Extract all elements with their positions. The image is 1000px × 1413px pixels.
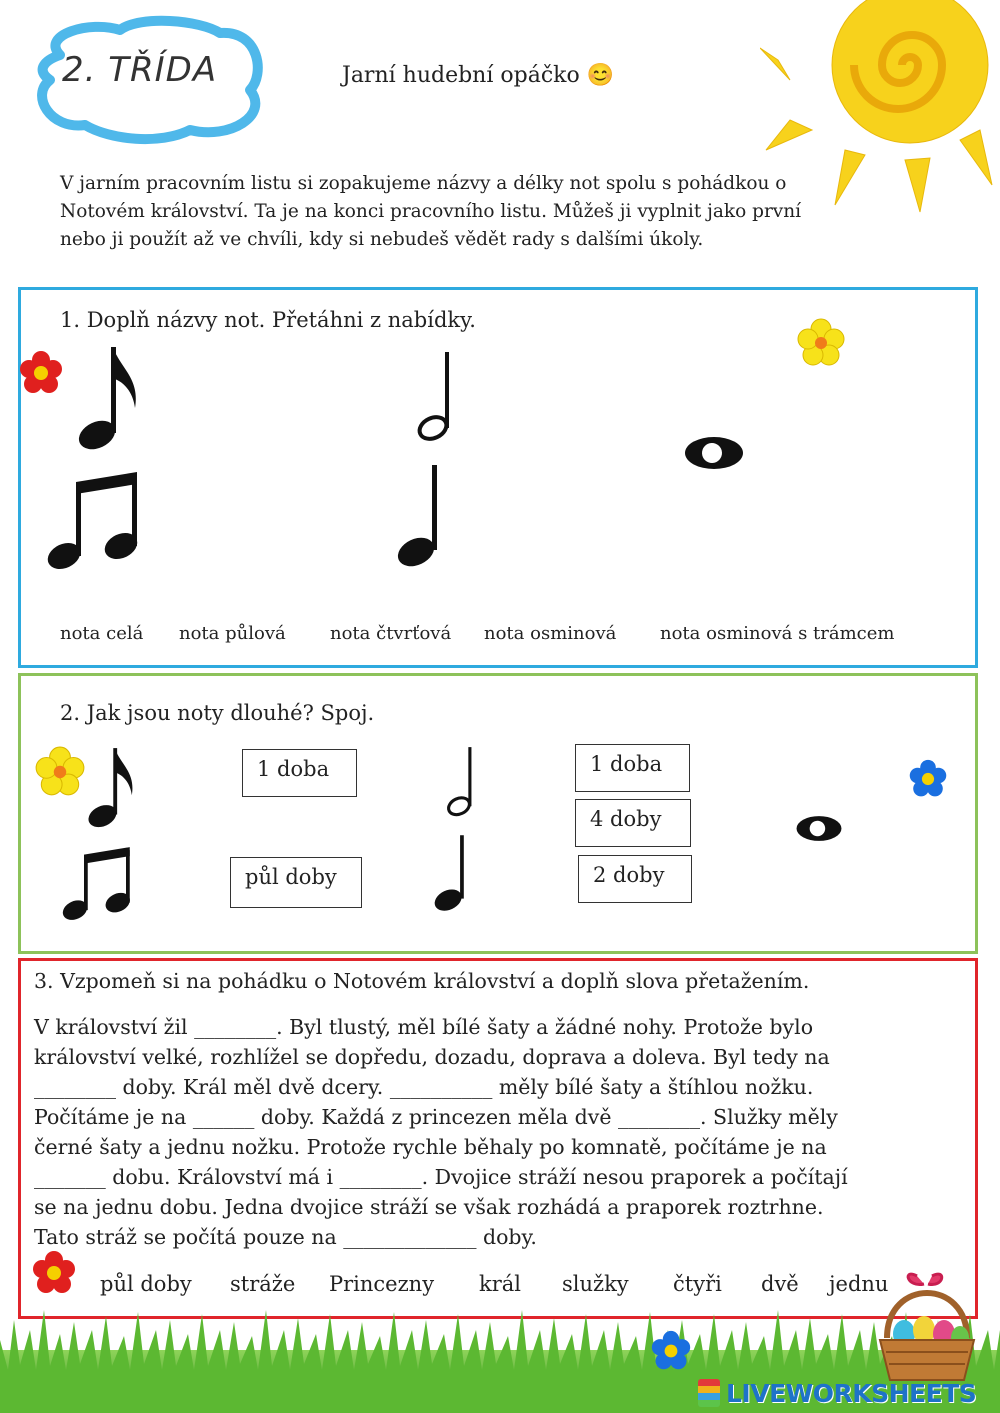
duration-box[interactable]: 4 doby [575,799,691,847]
duration-box[interactable]: 1 doba [575,744,690,792]
story-line: V království žil ________. Byl tlustý, měl bílé šaty a žádné nohy. Protože bylo [34,1015,814,1039]
beamed-eighth-notes-icon [44,470,144,575]
story-line: království velké, rozhlížel se dopředu, dozadu, doprava a doleva. Byl tedy na [34,1045,830,1069]
duration-box[interactable]: 2 doby [578,855,692,903]
whole-note-icon [794,813,844,844]
word-bank-item[interactable]: služky [562,1272,629,1296]
brand-logo [698,1376,976,1410]
half-note-icon [445,745,480,820]
duration-box[interactable]: půl doby [230,857,362,908]
blue-flower-icon [908,759,948,799]
story-line: _______ dobu. Království má i ________. Dvojice stráží nesou praporek a počítají [34,1165,848,1189]
duration-box[interactable]: 1 doba [242,749,357,797]
option-half-note[interactable]: nota půlová [179,623,286,644]
word-bank-item[interactable]: jednu [829,1272,889,1296]
yellow-flower-icon [795,318,847,368]
story-text [34,1012,964,1252]
easter-basket-icon [872,1268,982,1386]
page-title: Jarní hudební opáčko 😊 [342,63,615,88]
eighth-note-icon [75,343,145,453]
exercise-3-title: 3. Vzpomeň si na pohádku o Notovém království a doplň slova přetažením. [34,969,810,993]
quarter-note-icon [395,462,450,572]
exercise-2-title: 2. Jak jsou noty dlouhé? Spoj. [60,701,375,725]
exercise-1-title: 1. Doplň názvy not. Přetáhni z nabídky. [60,308,476,332]
intro-text [60,170,801,254]
brand-logo-text: LIVEWORKSHEETS [726,1378,977,1408]
eighth-note-icon [85,745,140,830]
option-beamed-eighth-note[interactable]: nota osminová s trámcem [660,623,895,644]
yellow-flower-icon [33,746,87,798]
story-line: se na jednu dobu. Jedna dvojice stráží se však rozhádá a praporek roztrhne. [34,1195,824,1219]
option-whole-note[interactable]: nota celá [60,623,144,644]
story-line: Počítáme je na ______ doby. Každá z princezen měla dvě ________. Služky měly [34,1105,838,1129]
word-bank-item[interactable]: dvě [761,1272,799,1296]
word-bank-item[interactable]: král [479,1272,521,1296]
story-line: černé šaty a jednu nožku. Protože rychle běhaly po komnatě, počítáme je na [34,1135,827,1159]
option-quarter-note[interactable]: nota čtvrťová [330,623,452,644]
red-flower-icon [31,1250,77,1296]
word-bank-item[interactable]: čtyři [673,1272,722,1296]
blue-flower-icon [650,1330,692,1372]
story-line: Tato stráž se počítá pouze na _____________ doby. [34,1225,537,1249]
brand-logo-icon [698,1379,720,1407]
class-label: 2. TŘÍDA [62,50,218,90]
intro-line: nebo ji použít až ve chvíli, kdy si nebudeš vědět rady s dalšími úkoly. [60,229,704,250]
red-flower-icon [18,350,64,396]
intro-line: V jarním pracovním listu si zopakujeme názvy a délky not spolu s pohádkou o [60,173,787,194]
intro-line: Notovém království. Ta je na konci pracovního listu. Můžeš ji vyplnit jako první [60,201,802,222]
word-bank-item[interactable]: půl doby [100,1272,192,1296]
word-bank-item[interactable]: Princezny [329,1272,435,1296]
quarter-note-icon [432,833,474,915]
beamed-eighth-notes-icon [60,845,135,925]
option-eighth-note[interactable]: nota osminová [484,623,617,644]
half-note-icon [415,350,460,445]
story-line: ________ doby. Král měl dvě dcery. __________ měly bílé šaty a štíhlou nožku. [34,1075,814,1099]
whole-note-icon [682,433,746,473]
word-bank-item[interactable]: stráže [230,1272,296,1296]
